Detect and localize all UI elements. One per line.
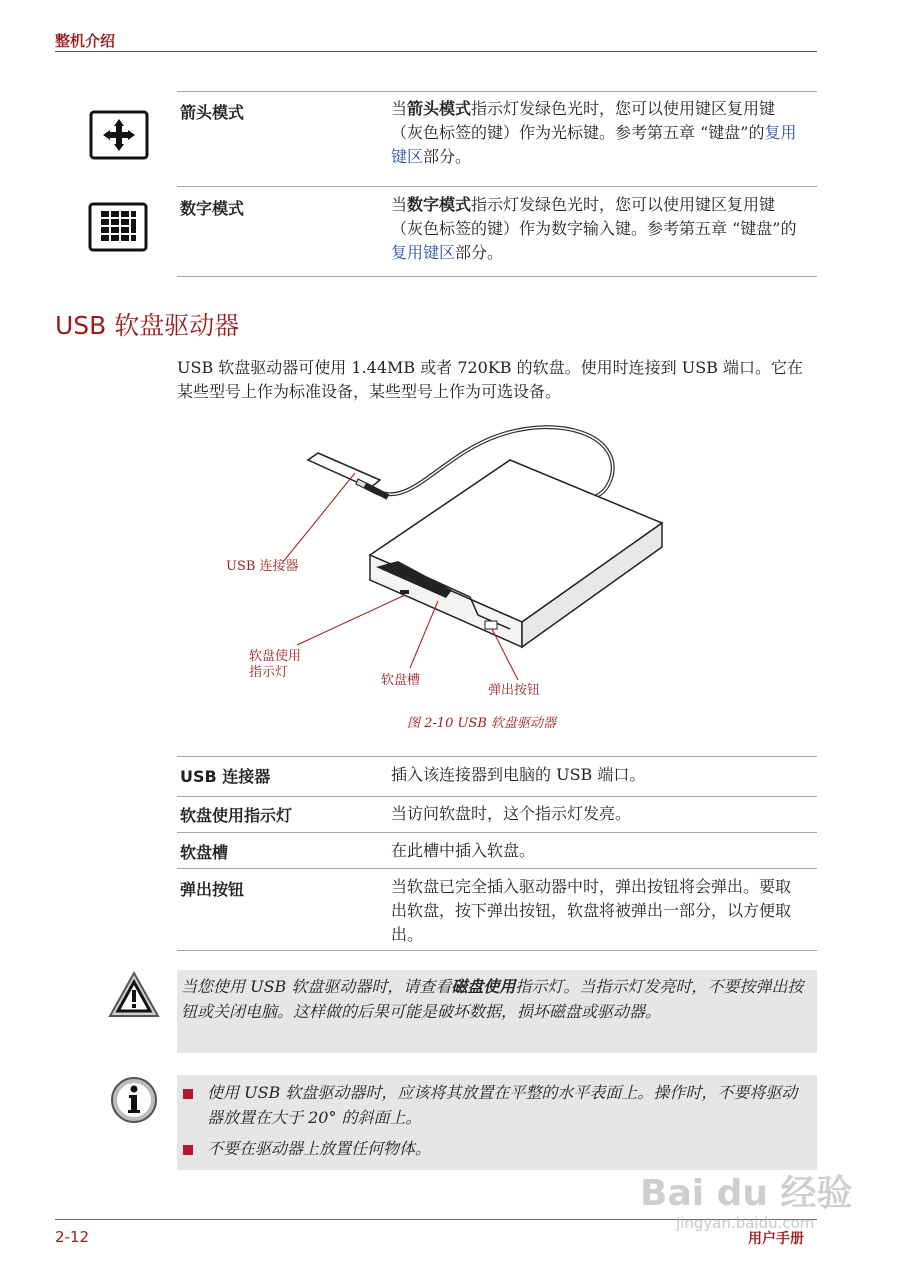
label-usb-connector: USB 连接器: [226, 559, 299, 574]
list-item: 不要在驱动器上放置任何物体。: [183, 1136, 811, 1161]
watermark-url: jingyan.baidu.com: [676, 1214, 815, 1232]
list-item: 使用 USB 软盘驱动器时，应该将其放置在平整的水平表面上。操作时，不要将驱动器放置在大于 20° 的斜面上。: [183, 1080, 811, 1130]
numeric-keypad-icon: [88, 202, 148, 252]
mode-desc-arrow: 当箭头模式指示灯发绿色光时，您可以使用键区复用键 （灰色标签的键）作为光标键。参考第五章 “键盘”的复用键区部分。: [391, 99, 797, 166]
caution-icon: [108, 970, 160, 1020]
bullet-icon: [183, 1145, 193, 1155]
running-header: 整机介绍: [55, 32, 116, 50]
leader-indicator: [297, 595, 405, 645]
label-indicator: 软盘使用 指示灯: [249, 649, 302, 680]
section-title: USB 软盘驱动器: [55, 311, 240, 340]
table-row-desc: 当访问软盘时，这个指示灯发亮。: [391, 804, 632, 823]
manual-name: 用户手册: [748, 1231, 804, 1247]
page-number: 2-12: [55, 1228, 90, 1246]
watermark-brand: Bai du 经验: [640, 1173, 853, 1214]
caution-note: 当您使用 USB 软盘驱动器时，请查看磁盘使用指示灯。当指示灯发亮时，不要按弹出按钮或关闭电脑。这样做的后果可能是破坏数据，损坏磁盘或驱动器。: [177, 970, 817, 1053]
table-row-label: 软盘使用指示灯: [180, 806, 293, 825]
table-row-desc: 当软盘已完全插入驱动器中时，弹出按钮将会弹出。要取出软盘，按下弹出按钮，软盘将被弹出一部分，以方便取出。: [391, 877, 792, 944]
tbl-rule-3: [177, 868, 817, 869]
table-row-label: 弹出按钮: [180, 880, 245, 899]
info-icon: [109, 1076, 159, 1124]
table-row-desc: 在此槽中插入软盘。: [391, 841, 536, 860]
link-multiplex-keypad[interactable]: 复用键区: [391, 123, 797, 166]
bullet-icon: [183, 1089, 193, 1099]
section-intro: USB 软盘驱动器可使用 1.44MB 或者 720KB 的软盘。使用时连接到 USB 端口。它在某些型号上作为标准设备，某些型号上作为可选设备。: [177, 358, 804, 401]
table-row-label: 软盘槽: [180, 843, 229, 862]
link-multiplex-keypad-2[interactable]: 复用键区: [391, 243, 456, 262]
tbl-rule-1: [177, 796, 817, 797]
mode-table-rule-top: [177, 91, 817, 92]
usb-plug-icon: [308, 453, 388, 497]
figure-caption: 图 2-10 USB 软盘驱动器: [407, 716, 557, 731]
header-rule: [55, 51, 817, 52]
leader-usb-connector: [283, 473, 355, 562]
leader-slot: [410, 601, 438, 668]
table-row-desc: 插入该连接器到电脑的 USB 端口。: [391, 765, 646, 784]
tbl-rule-4: [177, 950, 817, 951]
info-note: [177, 1075, 817, 1170]
mode-table-rule-bottom: [177, 276, 817, 277]
tbl-rule-2: [177, 832, 817, 833]
mode-name-numeric: 数字模式: [180, 199, 245, 218]
mode-desc-numeric: 当数字模式指示灯发绿色光时，您可以使用键区复用键 （灰色标签的键）作为数字输入键。参考第五章 “键盘”的复用键区部分。: [391, 195, 797, 262]
label-eject: 弹出按钮: [488, 683, 541, 698]
table-row-label: USB 连接器: [180, 767, 271, 786]
mode-table-rule-mid: [177, 186, 817, 187]
label-slot: 软盘槽: [381, 673, 421, 688]
mode-name-arrow: 箭头模式: [180, 103, 245, 122]
arrow-keys-icon: [89, 110, 149, 160]
tbl-rule-0: [177, 756, 817, 757]
